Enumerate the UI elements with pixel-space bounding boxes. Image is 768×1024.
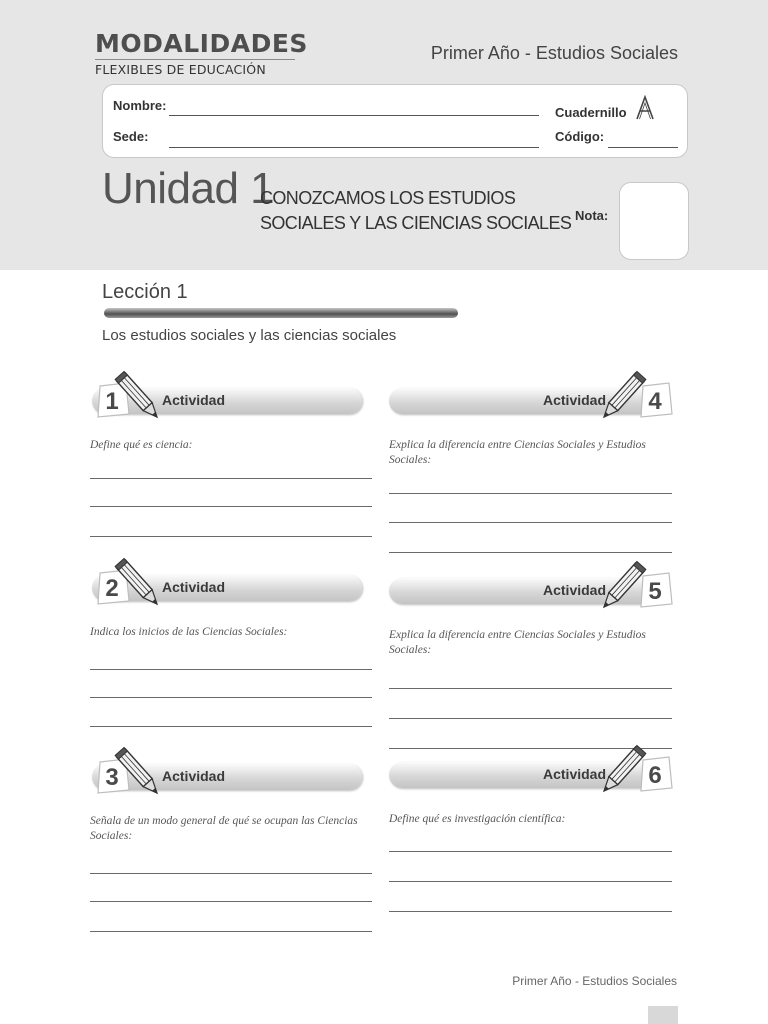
- unit-subtitle-line1: CONOZCAMOS LOS ESTUDIOS: [260, 188, 516, 208]
- activity-prompt: Señala de un modo general de qué se ocupan las Ciencias Sociales:: [90, 815, 358, 842]
- answer-line[interactable]: [90, 536, 372, 537]
- footer-course: Primer Año - Estudios Sociales: [512, 974, 677, 988]
- activity-number: 1: [105, 388, 119, 415]
- activity-number: 3: [105, 764, 119, 791]
- lesson-bar: [104, 308, 458, 318]
- answer-line[interactable]: [389, 851, 672, 852]
- answer-line[interactable]: [90, 726, 372, 727]
- activity-4: [389, 378, 681, 466]
- answer-line[interactable]: [389, 911, 672, 912]
- codigo-field[interactable]: [608, 147, 678, 148]
- answer-line[interactable]: [90, 901, 372, 902]
- activity-1: [90, 378, 382, 451]
- activity-label: Actividad: [162, 768, 226, 784]
- name-field[interactable]: [169, 115, 539, 116]
- activity-6: [389, 752, 681, 825]
- logo-rule: [95, 59, 295, 60]
- pencil-icon: [114, 368, 164, 426]
- activity-number: 6: [648, 762, 662, 789]
- activity-prompt: Explica la diferencia entre Ciencias Sociales y Estudios Sociales:: [389, 629, 646, 656]
- activity-prompt: Define qué es ciencia:: [90, 439, 193, 451]
- activity-3: [90, 754, 382, 842]
- activity-number: 2: [105, 575, 119, 602]
- pencil-icon: [114, 555, 164, 613]
- answer-line[interactable]: [389, 881, 672, 882]
- cuadernillo-value: A: [645, 115, 646, 116]
- activity-label: Actividad: [543, 766, 607, 782]
- activity-2: [90, 565, 382, 638]
- activity-prompt: Indica los inicios de las Ciencias Sociales:: [90, 626, 288, 638]
- activity-label: Actividad: [543, 582, 607, 598]
- activity-number: 5: [648, 578, 662, 605]
- student-info-box: [102, 84, 688, 158]
- activity-prompt: Explica la diferencia entre Ciencias Sociales y Estudios Sociales:: [389, 439, 646, 466]
- answer-line[interactable]: [90, 931, 372, 932]
- cuadernillo-label: Cuadernillo: [555, 105, 627, 120]
- lesson-subtitle: Los estudios sociales y las ciencias sociales: [102, 327, 397, 344]
- answer-line[interactable]: [389, 522, 672, 523]
- answer-line[interactable]: [90, 478, 372, 479]
- answer-line[interactable]: [389, 718, 672, 719]
- activity-label: Actividad: [162, 392, 226, 408]
- logo-sub-text: FLEXIBLES DE EDUCACIÓN: [95, 62, 266, 77]
- nota-box[interactable]: [619, 182, 689, 260]
- header-course-title: Primer Año - Estudios Sociales: [430, 43, 678, 63]
- sede-label: Sede:: [113, 129, 149, 144]
- codigo-label: Código:: [555, 129, 605, 144]
- answer-line[interactable]: [90, 697, 372, 698]
- unit-title: Unidad 1: [102, 164, 275, 213]
- answer-line[interactable]: [90, 506, 372, 507]
- logo: [95, 30, 308, 77]
- activity-label: Actividad: [543, 392, 607, 408]
- footer-page-box: [648, 1006, 678, 1024]
- answer-line[interactable]: [90, 873, 372, 874]
- cuadernillo-letter: [635, 95, 655, 121]
- answer-line[interactable]: [389, 552, 672, 553]
- lesson-title: Lección 1: [102, 281, 188, 303]
- answer-line[interactable]: [90, 669, 372, 670]
- name-label: Nombre:: [113, 98, 167, 113]
- sede-field[interactable]: [169, 147, 539, 148]
- unit-subtitle: [260, 186, 571, 236]
- answer-line[interactable]: [389, 688, 672, 689]
- activity-5: [389, 568, 681, 656]
- activity-label: Actividad: [162, 579, 226, 595]
- activity-number: 4: [648, 388, 662, 415]
- answer-line[interactable]: [389, 493, 672, 494]
- logo-main-text: MODALIDADES: [95, 29, 308, 58]
- unit-subtitle-line2: SOCIALES Y LAS CIENCIAS SOCIALES: [260, 213, 572, 233]
- pencil-icon: [114, 744, 164, 802]
- nota-label: Nota:: [575, 208, 609, 223]
- activity-prompt: Define qué es investigación científica:: [389, 813, 566, 825]
